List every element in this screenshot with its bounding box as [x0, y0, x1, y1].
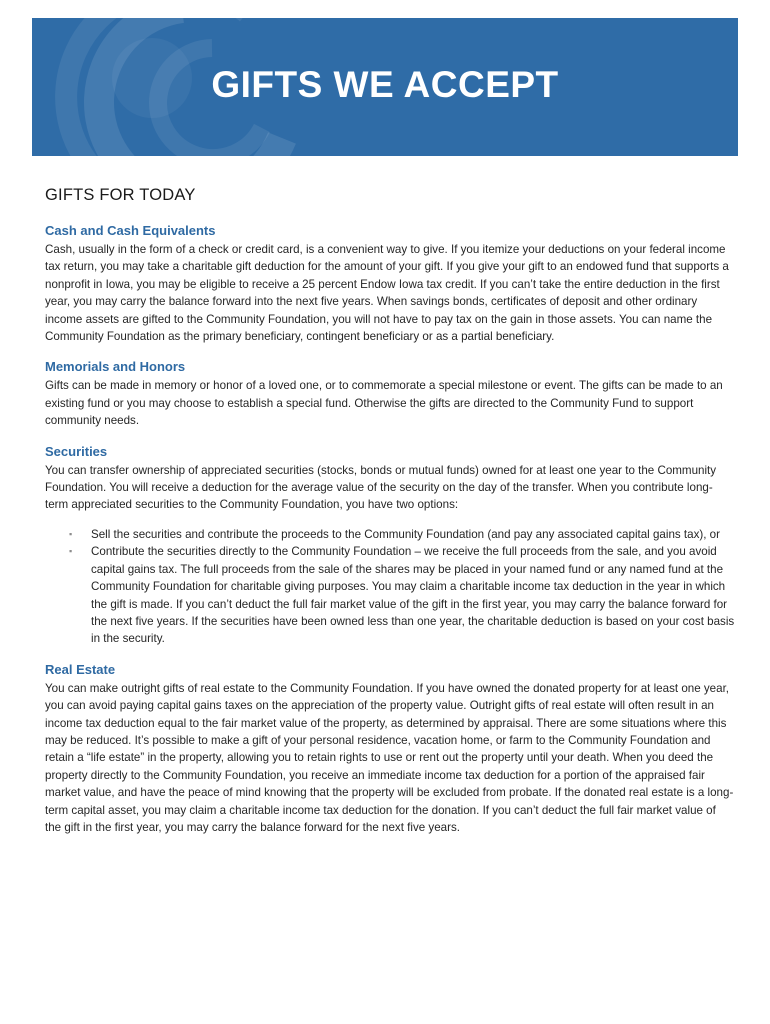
square-bullet-icon: ▪: [69, 546, 73, 557]
memorials-section: [45, 359, 735, 429]
cash-paragraph: Cash, usually in the form of a check or credit card, is a convenient way to give. If you itemize your deductions on your federal income tax return, you may take a charitable gift deduction for the amount of your gift. If you give your gift to an endowed fund that supports a nonprofit in Iowa, you may be eligible to receive a 25 percent Endow Iowa tax credit. If you can’t take the entire deduction in the first year, you may carry the balance forward into the next five years. When savings bonds, certificates of deposit and other ordinary income assets are gifted to the Community Foundation, you will not have to pay tax on the gain in those assets. You can name the Community Foundation as the primary beneficiary, contingent beneficiary or as a partial beneficiary.: [45, 243, 729, 344]
cash-section: [45, 223, 735, 345]
page-title: GIFTS WE ACCEPT: [211, 64, 559, 105]
real-estate-section: [45, 662, 735, 837]
cash-heading: Cash and Cash Equivalents: [45, 223, 216, 238]
section-heading: GIFTS FOR TODAY: [45, 186, 196, 204]
option-text: Contribute the securities directly to the Community Foundation – we receive the full proceeds from the sale, and you avoid capital gains tax. The full proceeds from the sale of the shares may be placed in your named fund or any named fund at the Community Foundation for charitable giving purposes. You may claim a charitable income tax deduction in the year in which the gift is made. If you can’t deduct the full fair market value of the gift in the first year, you may carry the balance forward for the next five years. If the securities have been owned less than one year, the charitable deduction is based on your cost basis in the security.: [91, 545, 735, 646]
securities-options-list: [45, 526, 735, 648]
securities-section: [45, 444, 735, 648]
real-estate-paragraph: You can make outright gifts of real estate to the Community Foundation. If you have owned the donated property for at least one year, you can avoid paying capital gains taxes on the appreciation of the property value. Outright gifts of real estate will often result in an income tax deduction equal to the fair market value of the property, as determined by appraisal. There are some situations where this may be reduced. It’s possible to make a gift of your personal residence, vacation home, or farm to the Community Foundation and retain a “life estate” in the property, allowing you to retain rights to use or rent out the property until your death. When you deed the property directly to the Community Foundation, you receive an immediate income tax deduction for a portion of the appraised fair market value, and have the peace of mind knowing that the property will be excluded from probate. If the donated real estate is a long-term capital asset, you may claim a charitable income tax deduction for the donation. If you can’t deduct the full fair market value of the gift in the first year, you may carry the balance forward for the next five years.: [45, 681, 734, 834]
option-text: Sell the securities and contribute the proceeds to the Community Foundation (and pay any associated capital gains tax), or: [91, 527, 720, 541]
square-bullet-icon: ▪: [69, 528, 73, 539]
securities-paragraph: You can transfer ownership of appreciated securities (stocks, bonds or mutual funds) owned for at least one year to the Community Foundation. You will receive a deduction for the average value of the security on the day of the transfer. When you contribute long-term appreciated securities to the Community Foundation, you have two options:: [45, 463, 717, 512]
memorials-paragraph: Gifts can be made in memory or honor of a loved one, or to commemorate a special milestone or event. The gifts can be made to an existing fund or you may choose to establish a special fund. Otherwise the gifts are directed to the Community Fund to support community needs.: [45, 379, 723, 428]
memorials-heading: Memorials and Honors: [45, 359, 186, 375]
list-item: [69, 526, 735, 543]
document-body: [45, 186, 735, 850]
real-estate-heading: Real Estate: [45, 661, 116, 677]
header-banner: [32, 18, 738, 156]
securities-heading: Securities: [45, 443, 108, 459]
list-item: [69, 543, 735, 647]
